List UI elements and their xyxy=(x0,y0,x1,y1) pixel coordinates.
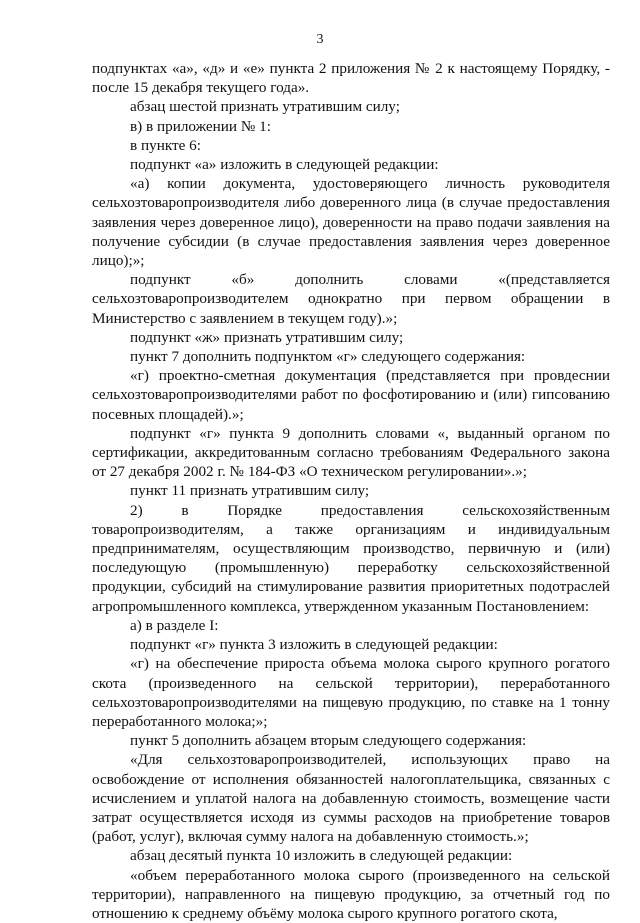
paragraph: подпункт «г» пункта 9 дополнить словами «, выданный органом по сертификации, аккредитованным согласно требованиям Федерального закона от 27 декабря 2002 г. № 184-ФЗ «О техническом регулировании».»; xyxy=(92,424,610,481)
paragraph: пункт 7 дополнить подпунктом «г» следующего содержания: xyxy=(130,348,526,366)
paragraph: подпунктах «а», «д» и «е» пункта 2 приложения № 2 к настоящему Порядку, - после 15 декабря текущего года». xyxy=(92,60,610,97)
paragraph: подпункт «а» изложить в следующей редакции: xyxy=(130,156,439,174)
paragraph: подпункт «г» пункта 3 изложить в следующей редакции: xyxy=(130,636,498,654)
paragraph: подпункт «б» дополнить словами «(представляется сельхозтоваропроизводителем однократно при первом обращении в Министерство с заявлением в текущем году).»; xyxy=(92,271,610,327)
paragraph: в) в приложении № 1: xyxy=(130,117,271,135)
paragraph: абзац шестой признать утратившим силу; xyxy=(130,98,400,116)
paragraph: «Для сельхозтоваропроизводителей, использующих право на освобождение от исполнения обязанностей налогоплательщика, связанных с исчислением и уплатой налога на добавленную стоимость, возмещение части затрат осуществляется исходя из суммы расходов на приобретение товаров (работ, услуг), включая сумму налога на добавленную стоимость.»; xyxy=(92,751,610,846)
paragraph: пункт 11 признать утратившим силу; xyxy=(130,482,370,500)
paragraph: подпункт «ж» признать утратившим силу; xyxy=(130,328,404,346)
page-number: 3 xyxy=(316,32,324,47)
paragraph: «а) копии документа, удостоверяющего личность руководителя сельхозтоваропроизводителя либо доверенного лица (в случае предоставления заявления через доверенное лицо), доверенности на право подачи заявления на получение субсидии (в случае предоставления заявления через доверенное лицо);»; xyxy=(92,175,610,270)
paragraph: 2) в Порядке предоставления сельскохозяйственным товаропроизводителям, а также организациям и индивидуальным предпринимателям, осуществляющим производство, первичную и (или) последующую (промышленную) переработку сельскохозяйственной продукции, субсидий на стимулирование развития приоритетных подотраслей агропромышленного комплекса, утвержденном указанным Постановлением: xyxy=(92,501,610,615)
paragraph: а) в разделе I: xyxy=(130,616,219,634)
paragraph: в пункте 6: xyxy=(130,136,201,154)
paragraph: пункт 5 дополнить абзацем вторым следующего содержания: xyxy=(130,732,527,750)
paragraph: «объем переработанного молока сырого (произведенного на сельской территории), направленного на пищевую продукцию, за отчетный год по отношению к среднему объёму молока сырого крупного рогатого скота, xyxy=(92,866,610,922)
paragraph: абзац десятый пункта 10 изложить в следующей редакции: xyxy=(130,847,513,865)
paragraph: «г) на обеспечение прироста объема молока сырого крупного рогатого скота (произведенного на сельской территории), переработанного сельхозтоваропроизводителями на пищевую продукцию, по ставке на 1 тонну переработанного молока;»; xyxy=(92,655,610,730)
paragraph: «г) проектно-сметная документация (представляется при провдеснии сельхозтоваропроизводителями работ по фосфотированию и (или) гипсованию посевных площадей).»; xyxy=(92,367,610,423)
document-body xyxy=(92,59,610,923)
